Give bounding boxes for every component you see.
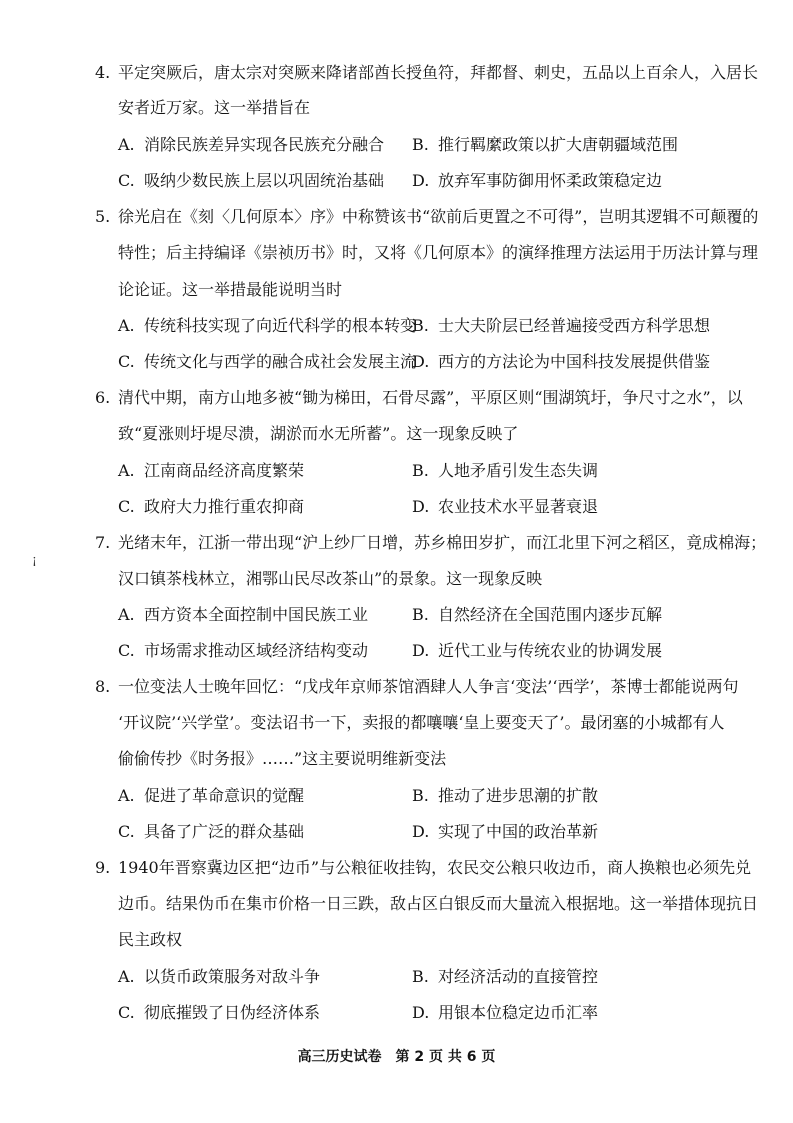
option-a: A. 传统科技实现了向近代科学的根本转变: [118, 316, 417, 335]
option-a: A. 以货币政策服务对敌斗争: [118, 967, 321, 986]
option-a: A. 消除民族差异实现各民族充分融合: [118, 135, 385, 154]
question-stem-line: 1940年晋察冀边区把“边币”与公粮征收挂钩，农民交公粮只收边币，商人换粮也必须先兑: [118, 858, 752, 877]
option-c: C. 具备了广泛的群众基础: [118, 822, 305, 841]
question-stem-line: 平定突厥后，唐太宗对突厥来降诸部酋长授鱼符，拜都督、刺史，五品以上百余人，入居长: [118, 63, 759, 82]
question-number: 5.: [95, 207, 111, 226]
option-c: C. 政府大力推行重农抑商: [118, 497, 305, 516]
margin-mark: ¡: [32, 553, 37, 567]
option-c: C. 彻底摧毁了日伪经济体系: [118, 1003, 321, 1022]
option-b: B. 推行羁縻政策以扩大唐朝疆域范围: [412, 135, 679, 154]
option-c: C. 市场需求推动区域经济结构变动: [118, 641, 369, 660]
question-stem-line: 特性；后主持编译《崇祯历书》时，又将《几何原本》的演绎推理方法运用于历法计算与理: [118, 243, 759, 262]
option-a: A. 促进了革命意识的觉醒: [118, 786, 305, 805]
question-stem-line: 安者近万家。这一举措旨在: [118, 98, 311, 117]
option-b: B. 人地矛盾引发生态失调: [412, 461, 599, 480]
option-b: B. 推动了进步思潮的扩散: [412, 786, 599, 805]
question-stem-line: 边币。结果伪币在集市价格一日三跌，敌占区白银反而大量流入根据地。这一举措体现抗日: [118, 894, 759, 913]
question-stem-line: 徐光启在《刻〈几何原本〉序》中称赞该书“欲前后更置之不可得”，岂明其逻辑不可颠覆的: [118, 207, 759, 226]
option-b: B. 对经济活动的直接管控: [412, 967, 599, 986]
option-d: D. 用银本位稳定边币汇率: [412, 1003, 599, 1022]
option-c: C. 吸纳少数民族上层以巩固统治基础: [118, 171, 385, 190]
question-number: 9.: [95, 858, 111, 877]
question-stem-line: 论论证。这一举措最能说明当时: [118, 280, 343, 299]
option-a: A. 西方资本全面控制中国民族工业: [118, 605, 369, 624]
question-stem-line: 致“夏涨则圩堤尽溃，湖淤而水无所蓄”。这一现象反映了: [118, 424, 519, 443]
question-number: 7.: [95, 533, 111, 552]
question-number: 8.: [95, 677, 111, 696]
option-c: C. 传统文化与西学的融合成社会发展主流: [118, 352, 417, 371]
option-a: A. 江南商品经济高度繁荣: [118, 461, 305, 480]
option-d: D. 放弃军事防御用怀柔政策稳定边: [412, 171, 663, 190]
question-stem-line: 民主政权: [118, 930, 183, 949]
option-d: D. 农业技术水平显著衰退: [412, 497, 599, 516]
question-number: 6.: [95, 388, 111, 407]
option-b: B. 士大夫阶层已经普遍接受西方科学思想: [412, 316, 711, 335]
option-d: D. 实现了中国的政治革新: [412, 822, 599, 841]
page-footer: 高三历史试卷 第 2 页 共 6 页: [297, 1049, 496, 1065]
option-d: D. 西方的方法论为中国科技发展提供借鉴: [412, 352, 711, 371]
question-number: 4.: [95, 63, 111, 82]
question-stem-line: 偷偷传抄《时务报》……”这主要说明维新变法: [118, 749, 447, 768]
option-d: D. 近代工业与传统农业的协调发展: [412, 641, 663, 660]
question-stem-line: 一位变法人士晚年回忆：“戊戌年京师茶馆酒肆人人争言‘变法’‘西学’，茶博士都能说两句: [118, 677, 739, 696]
question-stem-line: ‘开议院’‘兴学堂’。变法诏书一下，卖报的都嚷嚷‘皇上要变天了’。最闭塞的小城都有人: [118, 713, 725, 732]
question-stem-line: 汉口镇茶栈林立，湘鄂山民尽改茶山”的景象。这一现象反映: [118, 569, 543, 588]
question-stem-line: 光绪末年，江浙一带出现“沪上纱厂日增，苏乡棉田岁扩，而江北里下河之稻区，竟成棉海；: [118, 533, 767, 552]
question-stem-line: 清代中期，南方山地多被“锄为梯田，石骨尽露”，平原区则“围湖筑圩，争尺寸之水”，以: [118, 388, 743, 407]
option-b: B. 自然经济在全国范围内逐步瓦解: [412, 605, 663, 624]
